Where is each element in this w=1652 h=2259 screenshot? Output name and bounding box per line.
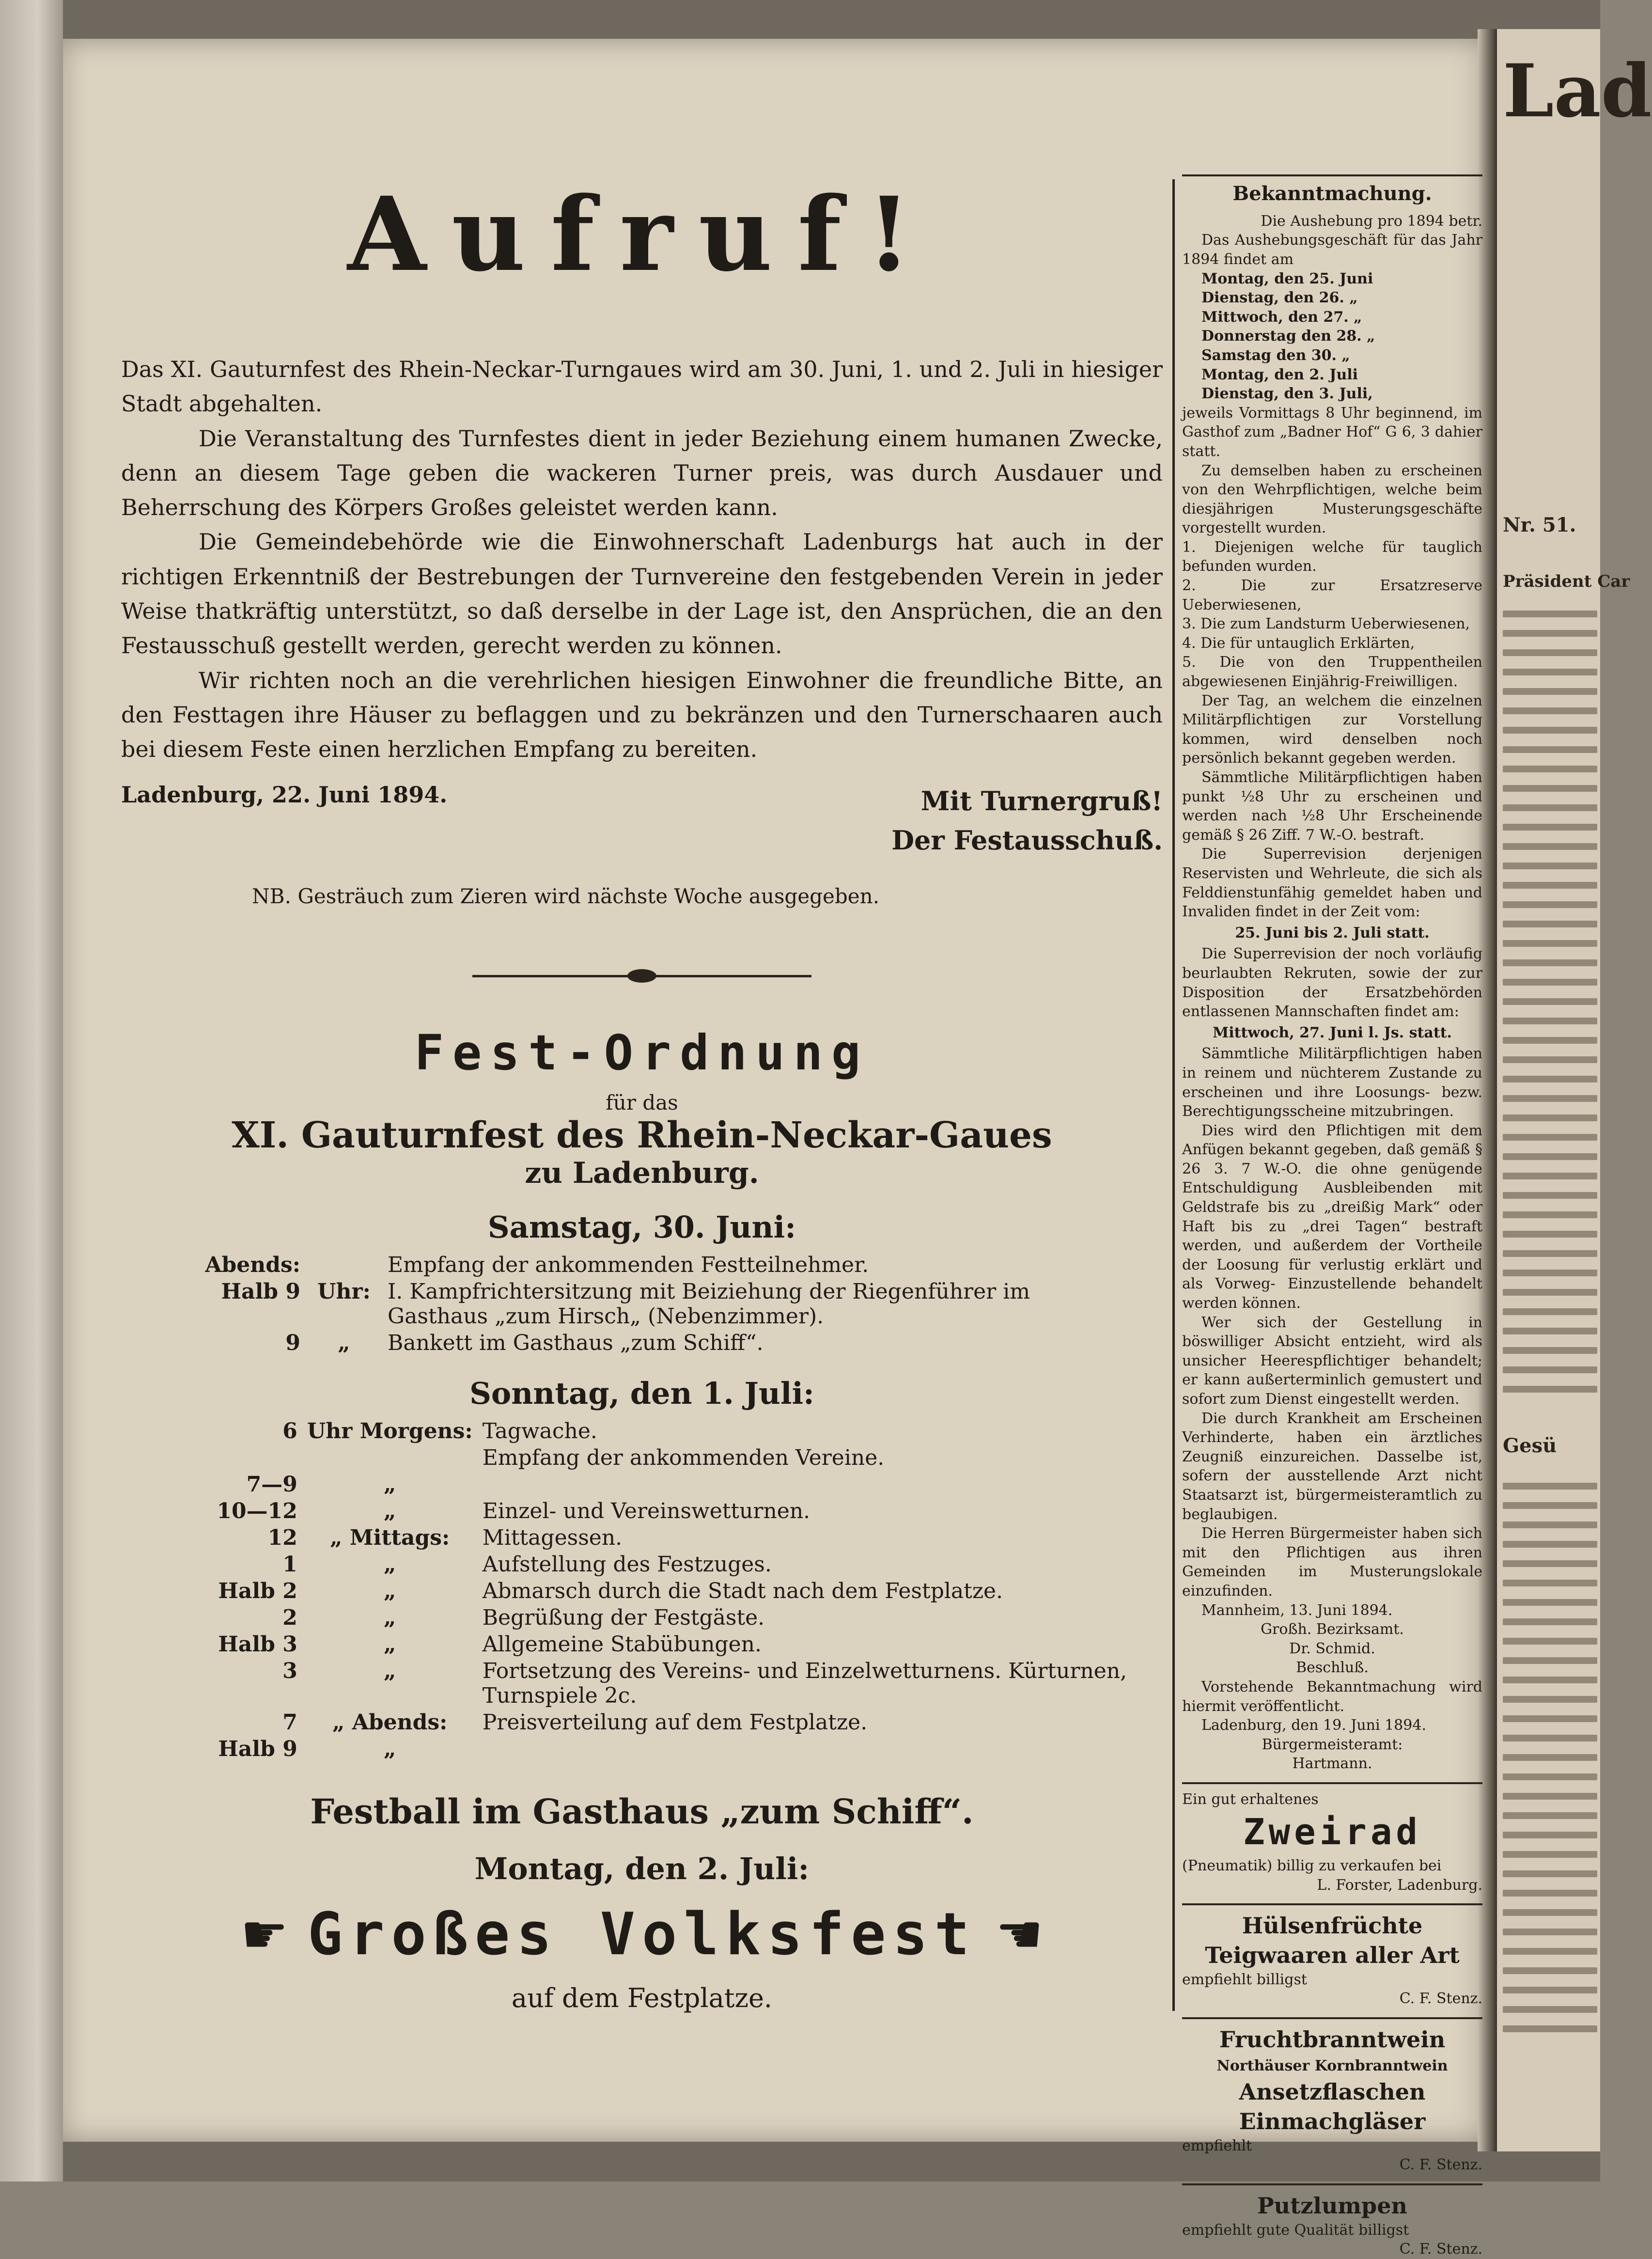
list-item: 3. Die zum Landsturm Ueberwiesenen, [1182,615,1470,633]
bekanntmachung-text: Sämmtliche Militärpflichtigen haben punkt ½8 Uhr zu erscheinen und werden nach ½8 Uhr Erscheinende gemäß § 26 Ziff. 7 W.-O. bestraft. [1182,769,1482,844]
official: Dr. Schmid. [1289,1640,1375,1657]
aufruf-date: Ladenburg, 22. Juni 1894. [121,781,448,808]
signature-block [891,782,1163,860]
ad-seller: C. F. Stenz. [1399,2241,1482,2258]
ad-branntwein [1182,2017,1482,2175]
fuer-das: für das [606,1090,678,1114]
volksfest-row [121,1901,1163,1968]
date-item: Montag, den 2. Juli [1201,366,1358,383]
official: Hartmann. [1292,1755,1372,1773]
side-column [1182,174,1482,2259]
aufruf-paragraph: Die Veranstaltung des Turnfestes dient in jeder Beziehung einem humanen Zwecke, denn an diesem Tage geben die wackeren Turner preis, was durch Ausdauer und Beherrschung des Körpers Großes geleistet werden kann. [121,425,1163,521]
ad-zweirad [1182,1782,1482,1895]
schedule-row: Halb 2 „ Abmarsch durch die Stadt nach dem Festplatze. [218,1578,1003,1603]
bekanntmachung-text: Die Superrevision der noch vorläufig beurlaubten Rekruten, sowie der zur Disposition der Ersatzbehörden entlassenen Mannschaften findet am: [1182,945,1482,1020]
schedule-row: 3 „ Fortsetzung des Vereins- und Einzelwetturnens. Kürturnen, Turnspiele 2c. [282,1658,1127,1708]
ad-seller: C. F. Stenz. [1399,2156,1482,2174]
pointing-hand-left-icon: ☚ [995,1903,1044,1966]
schedule-sunday [184,1418,1163,1762]
list-item: 1. Diejenigen welche für tauglich befunden wurden. [1182,538,1482,575]
bekanntmachung-text: Wer sich der Gestellung in böswilliger Absicht entzieht, wird als unsicher Heerespflichtiger behandelt; er kann außerterminlich gemustert und sofort zum Dienst eingestellt werden. [1182,1314,1482,1408]
bekanntmachung-text: Die durch Krankheit am Erscheinen Verhinderte, haben ein ärztliches Zeugniß einzureichen. Dasselbe ist, sofern der ausstellende Arzt nicht Staatsarzt ist, bürgermeisteramtlich zu beglaubigen. [1182,1410,1482,1523]
book-binding [0,0,63,2181]
ad-headline: Einmachgläser [1239,2108,1426,2134]
bekanntmachung-text: Zu demselben haben zu erscheinen von den Wehrpflichtigen, welche beim diesjährigen Musterungsgeschäfte vorgestellt wurden. [1182,462,1482,537]
ad-text: (Pneumatik) billig zu verkaufen bei [1182,1857,1442,1875]
event-name: XI. Gauturnfest des Rhein-Neckar-Gaues [232,1114,1052,1156]
ad-headline: Zweirad [1243,1811,1421,1853]
list-item: 5. Die von den Truppentheilen abgewiesenen Einjährig-Freiwilligen. [1182,654,1482,690]
ad-subline: Northäuser Kornbranntwein [1216,2057,1448,2074]
schedule-row: 6 Uhr Morgens: Tagwache. [282,1418,597,1443]
schedule-row: 1 „ Aufstellung des Festzuges. [282,1552,772,1577]
schedule-row: Empfang der ankommenden Vereine. [482,1445,885,1470]
bekanntmachung-text: Vorstehende Bekanntmachung wird hiermit veröffentlicht. [1182,1678,1482,1715]
list-item: 4. Die für untauglich Erklärten, [1182,634,1415,652]
aufruf-paragraph: Das XI. Gauturnfest des Rhein-Neckar-Turngaues wird am 30. Juni, 1. und 2. Juli in hiesiger Stadt abgehalten. [121,356,1163,417]
schedule-saturday [184,1252,1119,1356]
date-item: Mittwoch, den 27. „ [1201,308,1362,326]
ornament-divider [472,966,811,986]
ad-text: empfiehlt [1182,2137,1252,2154]
next-page-masthead: Lad [1503,48,1652,134]
day-heading: Samstag, 30. Juni: [487,1209,796,1245]
ad-text: Ein gut erhaltenes [1182,1790,1319,1808]
ad-headline: Hülsenfrüchte [1242,1913,1423,1939]
signature-row [121,782,1163,860]
bekanntmachung-text: Das Aushebungsgeschäft für das Jahr 1894 findet am [1182,232,1482,268]
date-range: 25. Juni bis 2. Juli statt. [1235,924,1430,941]
ad-putzlumpen [1182,2183,1482,2259]
date-item: Dienstag, den 26. „ [1201,289,1358,307]
bekanntmachung-text: Dies wird den Pflichtigen mit dem Anfügen bekannt gegeben, daß gemäß § 26 3. 7 W.-O. die ohne genügende Entschuldigung Ausbleibenden mit Geldstrafe bis zu „dreißig Mark“ oder Haft bis zu „drei Tagen“ bestraft werden, und außerdem der Vortheile der Loosung für verlustig erklärt und als Vorweg- Einzustellende behandelt werden können. [1182,1122,1482,1312]
schedule-row: Halb 3 „ Allgemeine Stabübungen. [218,1632,762,1657]
next-page-issue: Nr. 51. [1503,514,1576,536]
schedule-row: 7—9 „ [246,1472,396,1497]
list-item: 2. Die zur Ersatzreserve Ueberwiesenen, [1182,577,1482,613]
date-range: Mittwoch, 27. Juni l. Js. statt. [1212,1024,1452,1041]
festball-line: Festball im Gasthaus „zum Schiff“. [310,1791,974,1832]
schedule-row: Halb 9 „ [218,1736,396,1761]
pointing-hand-right-icon: ☛ [240,1903,289,1966]
date-item: Donnerstag den 28. „ [1201,328,1375,345]
ad-headline: Fruchtbranntwein [1219,2026,1446,2053]
ad-text: empfiehlt billigst [1182,1971,1307,1988]
day-heading: Montag, den 2. Juli: [474,1851,810,1886]
bekanntmachung-title: Bekanntmachung. [1182,174,1482,207]
ad-headline: Ansetzflaschen [1239,2079,1426,2105]
signer: Der Festausschuß. [891,824,1163,856]
bekanntmachung-text: Die Herren Bürgermeister haben sich mit den Pflichtigen aus ihren Gemeinden im Musterungslokale einzufinden. [1182,1525,1482,1600]
aufruf-paragraph: Die Gemeindebehörde wie die Einwohnerschaft Ladenburgs hat auch in der richtigen Erkenntniß der Bestrebungen der Turnvereine den festgebenden Verein in jeder Weise thatkräftig unterstützt, so daß derselbe in der Lage ist, den Ansprüchen, die an den Festausschuß gestellt werden, gerecht werden zu können. [121,529,1163,659]
bekanntmachung-subtitle: Die Aushebung pro 1894 betr. [1261,212,1482,230]
nb-note: NB. Gesträuch zum Zieren wird nächste Woche ausgegeben. [252,884,880,908]
ad-headline: Putzlumpen [1257,2192,1407,2219]
next-page-headline: Präsident Car [1503,572,1630,591]
date-item: Dienstag, den 3. Juli, [1201,385,1373,403]
bekanntmachung-text: Sämmtliche Militärpflichtigen haben in reinem und nüchterem Zustande zu erscheinen und ihre Loosungs- bezw. Berechtigungsscheine mitzubringen. [1182,1045,1482,1120]
volksfest-title: Großes Volksfest [308,1900,976,1968]
bekanntmachung-text: Der Tag, an welchem die einzelnen Militärpflichtigen zur Vorstellung kommen, wird denselben noch persönlich bekannt gegeben werden. [1182,692,1482,767]
greeting: Mit Turnergruß! [920,785,1163,816]
ad-text: empfiehlt gute Qualität billigst [1182,2221,1409,2239]
aufruf-title: Aufruf! [347,174,936,294]
day-heading: Sonntag, den 1. Juli: [469,1375,814,1411]
date-item: Montag, den 25. Juni [1201,270,1373,287]
schedule-row: 10—12 „ Einzel- und Vereinswetturnen. [217,1498,810,1523]
ad-headline: Teigwaaren aller Art [1205,1942,1460,1969]
date-item: Samstag den 30. „ [1201,346,1350,364]
ad-huelsenfruechte [1182,1903,1482,2008]
ad-seller: L. Forster, Ladenburg. [1317,1876,1482,1894]
schedule-row: 12 „ Mittags: Mittagessen. [267,1525,623,1550]
place-date: Ladenburg, den 19. Juni 1894. [1201,1717,1426,1734]
festordnung-title: Fest-Ordnung [414,1024,870,1081]
main-column [121,145,1163,2013]
place-date: Mannheim, 13. Juni 1894. [1201,1601,1393,1619]
schedule-row: Halb 9 Uhr: I. Kampfrichtersitzung mit Beiziehung der Riegenführer im Gasthaus „zum Hirsch„ (Nebenzimmer). [221,1279,1030,1329]
bekanntmachung-text: Die Superrevision derjenigen Reservisten und Wehrleute, die sich als Felddienstunfähig gemeldet haben und Invaliden findet in der Zeit vom: [1182,846,1482,921]
aufruf-paragraph: Wir richten noch an die verehrlichen hiesigen Einwohner die freundliche Bitte, an den Festtagen ihre Häuser zu beflaggen und zu bekränzen und den Turnerschaaren auch bei diesem Feste einen herzlichen Empfang zu bereiten. [121,667,1163,763]
schedule-row: 9 „ Bankett im Gasthaus „zum Schiff“. [285,1330,764,1355]
beschluss: Beschluß. [1296,1659,1369,1677]
ad-seller: C. F. Stenz. [1399,1990,1482,2008]
event-place: zu Ladenburg. [525,1156,759,1190]
office: Bürgermeisteramt: [1262,1736,1403,1753]
schedule-row: 7 „ Abends: Preisverteilung auf dem Festplatze. [282,1710,868,1735]
bekanntmachung-text: jeweils Vormittags 8 Uhr beginnend, im Gasthof zum „Badner Hof“ G 6, 3 dahier statt. [1182,404,1482,460]
next-page-article-head: Gesü [1503,1434,1557,1457]
festplatz-line: auf dem Festplatze. [511,1982,773,2013]
office: Großh. Bezirksamt. [1261,1621,1404,1638]
schedule-row: 2 „ Begrüßung der Festgäste. [282,1605,765,1630]
column-divider [1172,179,1175,2011]
next-page-fragment [1497,29,1652,2151]
schedule-row: Abends: Empfang der ankommenden Festteilnehmer. [205,1252,869,1277]
